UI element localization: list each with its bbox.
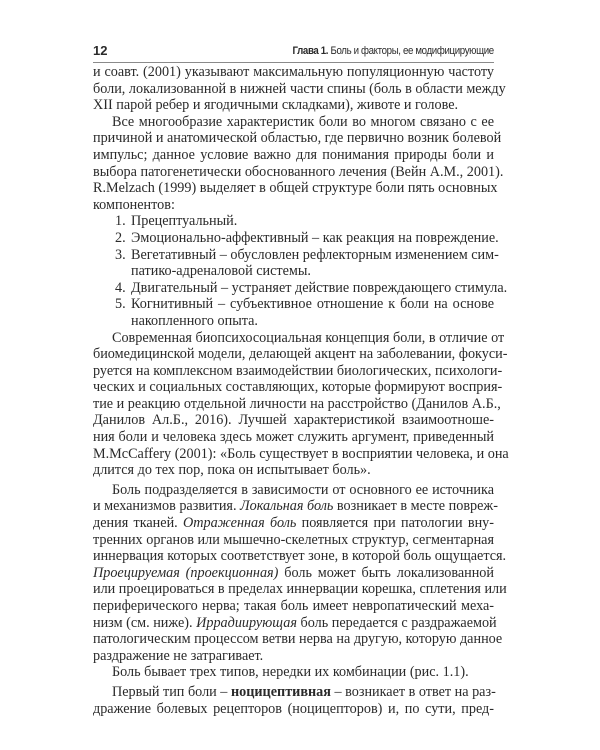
text-line: руется на комплексном взаимодействии биологических, психологи- — [93, 362, 503, 379]
paragraph — [93, 64, 506, 114]
paragraph — [93, 329, 509, 479]
text-line: Все многообразие характеристик боли во многом связано с ее — [112, 113, 494, 130]
text-line: Боль бывает трех типов, нередки их комбинации (рис. 1.1). — [112, 664, 469, 681]
text-line: боли, локализованной в нижней части спины (боль в области между — [93, 80, 506, 97]
list-item — [93, 246, 499, 280]
text-line: Прецептуальный. — [131, 213, 238, 230]
text-line: M.McCaffery (2001): «Боль существует в восприятии человека, и она — [93, 445, 509, 462]
list-number: 4. — [115, 279, 126, 296]
text-line: раздражение не затрагивает. — [93, 647, 264, 664]
text-line: длится до тех пор, пока он испытывает боль». — [93, 462, 371, 479]
text-line: R.Melzach (1999) выделяет в общей структуре боли пять основных — [93, 180, 498, 197]
text-run: и механизмов развития. — [93, 498, 241, 515]
text-line: иннервация которых соответствует зоне, в которой боль ощущается. — [93, 548, 507, 565]
text-line: тие и реакцию отдельной личности на расстройство (Данилов А.Б., — [93, 395, 501, 412]
text-run: возникает в месте повреж- — [333, 498, 498, 515]
text-line: причиной и анатомической областью, где первично возник болевой — [93, 130, 502, 147]
page-body — [93, 64, 509, 717]
list-item — [93, 229, 499, 247]
text-line — [93, 684, 494, 701]
text-line: патологическим процессом ветви нерва на другую, которую данное — [93, 631, 503, 648]
text-run: боль может быть локализованной — [278, 564, 494, 581]
text-line: ческих и социальных составляющих, которые формируют восприя- — [93, 379, 503, 396]
text-line — [93, 515, 494, 532]
page-number: 12 — [93, 43, 108, 58]
list-number: 2. — [115, 229, 126, 246]
text-run: – возникает в ответ на раз- — [330, 683, 496, 700]
text-line: Современная биопсихосоциальная концепция боли, в отличие от — [112, 329, 505, 346]
text-line: и соавт. (2001) указывают максимальную популяционную частоту — [93, 64, 494, 80]
text-line: биомедицинской модели, делающей акцент на заболевании, фокуси- — [93, 346, 508, 363]
text-line: Двигательный – устраняет действие повреждающего стимула. — [131, 279, 508, 296]
text-line: или проецироваться в пределах иннервации корешка, сплетения или — [93, 581, 507, 598]
italic-term: Отраженная боль — [182, 515, 297, 532]
text-line: периферического нерва; такая боль имеет невропатический меха- — [93, 598, 494, 614]
list-item — [93, 213, 494, 230]
text-line: тренних органов или мышечно-скелетных структур, сегментарная — [93, 531, 494, 548]
text-line: Боль подразделяется в зависимости от основного ее источника — [112, 481, 494, 498]
list-item — [93, 296, 494, 329]
text-line: Когнитивный – субъективное отношение к боли на основе — [131, 296, 494, 313]
italic-term: Проецируемая (проекционная) — [93, 564, 279, 581]
text-line: Данилов Ал.Б., 2016). Лучшей характеристикой взаимоотноше- — [93, 412, 494, 429]
list-number: 3. — [115, 246, 126, 263]
text-line: выбора патогенетически обоснованного лечения (Вейн А.М., 2001). — [93, 163, 504, 180]
chapter-title-text: Боль и факторы, ее модифицирующие — [328, 45, 494, 57]
running-header — [93, 40, 494, 63]
text-run: дения тканей. — [93, 515, 183, 532]
text-line: Вегетативный – обусловлен рефлекторным изменением сим- — [131, 246, 499, 263]
text-line — [93, 565, 494, 582]
text-line: дражение болевых рецепторов (ноцицепторов) и, по сути, пред- — [93, 700, 494, 717]
italic-term: Локальная боль — [240, 498, 334, 515]
text-line: патико-адреналовой системы. — [131, 263, 311, 280]
text-line: накопленного опыта. — [131, 312, 258, 329]
paragraph — [93, 664, 494, 681]
text-line: компонентов: — [93, 196, 175, 213]
text-run: Первый тип боли – — [112, 683, 231, 700]
text-run: боль передается с раздражаемой — [296, 614, 497, 631]
chapter-title — [293, 45, 494, 57]
bold-term: ноцицептивная — [230, 683, 331, 700]
text-line: XII парой ребер и ягодичными складками), животе и голове. — [93, 97, 459, 114]
text-run: низм (см. ниже). — [93, 614, 197, 631]
paragraph — [93, 113, 504, 214]
paragraph — [93, 481, 507, 665]
list-number: 5. — [115, 296, 126, 313]
text-line: импульс; данное условие важно для понимания природы боли и — [93, 146, 494, 163]
text-line — [93, 498, 498, 515]
chapter-label: Глава 1. — [292, 45, 329, 57]
text-line: Эмоционально-аффективный – как реакция на повреждение. — [131, 229, 499, 246]
text-line: ния боли и человека здесь может служить аргумент, приведенный — [93, 429, 494, 446]
italic-term: Иррадиирующая — [196, 614, 297, 631]
text-line — [93, 614, 497, 632]
paragraph — [93, 684, 494, 717]
text-run: появляется при патологии вну- — [296, 515, 494, 532]
list-item — [93, 279, 508, 297]
list-number: 1. — [115, 213, 126, 230]
